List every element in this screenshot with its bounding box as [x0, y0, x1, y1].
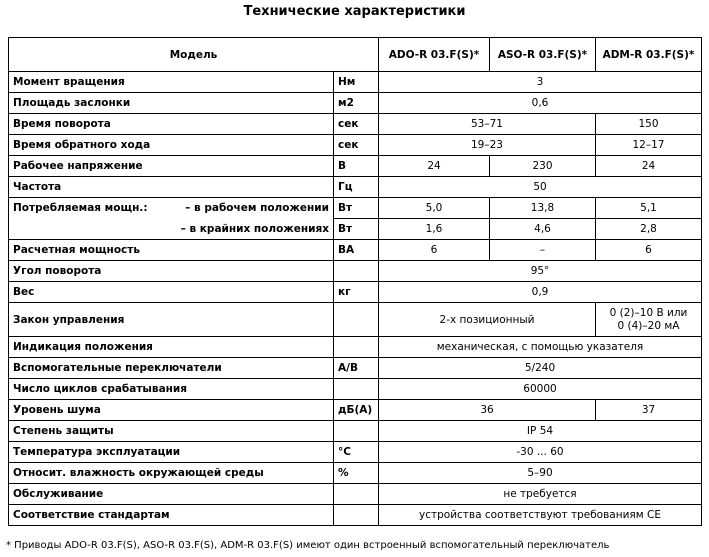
- row-label: Частота: [9, 177, 334, 198]
- row-value: 60000: [379, 379, 702, 400]
- row-label: Уровень шума: [9, 400, 334, 421]
- row-label: Вспомогательные переключатели: [9, 358, 334, 379]
- row-value: механическая, с помощью указателя: [379, 337, 702, 358]
- row-unit: Вт: [334, 198, 379, 219]
- row-value: 12–17: [596, 135, 702, 156]
- row-value: 6: [379, 240, 490, 261]
- row-label: Время поворота: [9, 114, 334, 135]
- row-value: 50: [379, 177, 702, 198]
- row-label: Степень защиты: [9, 421, 334, 442]
- row-unit: %: [334, 463, 379, 484]
- table-row: [9, 156, 702, 177]
- header-aso: ASO-R 03.F(S)*: [490, 38, 596, 72]
- row-unit: [334, 261, 379, 282]
- header-adm: ADM-R 03.F(S)*: [596, 38, 702, 72]
- row-unit: °С: [334, 442, 379, 463]
- row-unit: Гц: [334, 177, 379, 198]
- power-label: Потребляемая мощн.:: [13, 202, 148, 215]
- row-value: 5,0: [379, 198, 490, 219]
- row-label: Относит. влажность окружающей среды: [9, 463, 334, 484]
- row-value: 1,6: [379, 219, 490, 240]
- row-unit: [334, 303, 379, 337]
- row-value: 5,1: [596, 198, 702, 219]
- row-label: [9, 198, 334, 219]
- row-unit: [334, 484, 379, 505]
- table-row: [9, 177, 702, 198]
- control-adm-line2: 0 (4)–20 мА: [617, 319, 680, 332]
- row-label: Расчетная мощность: [9, 240, 334, 261]
- page-title: Технические характеристики: [243, 4, 466, 19]
- row-unit: кг: [334, 282, 379, 303]
- header-model: Модель: [9, 38, 379, 72]
- row-value: устройства соответствуют требованиям CE: [379, 505, 702, 526]
- row-label: Закон управления: [9, 303, 334, 337]
- table-row: [9, 337, 702, 358]
- row-label: Температура эксплуатации: [9, 442, 334, 463]
- table-row: [9, 358, 702, 379]
- table-row: [9, 219, 702, 240]
- row-value: 24: [596, 156, 702, 177]
- row-value: 36: [379, 400, 596, 421]
- row-unit: А/В: [334, 358, 379, 379]
- row-value: 230: [490, 156, 596, 177]
- table-row: [9, 93, 702, 114]
- row-value: IP 54: [379, 421, 702, 442]
- table-row: [9, 484, 702, 505]
- row-value: 13,8: [490, 198, 596, 219]
- row-label: Число циклов срабатывания: [9, 379, 334, 400]
- row-label: Вес: [9, 282, 334, 303]
- row-unit: сек: [334, 114, 379, 135]
- row-value: 53–71: [379, 114, 596, 135]
- row-value: 37: [596, 400, 702, 421]
- row-value: 19–23: [379, 135, 596, 156]
- power-sub2-label: – в крайних положениях: [180, 222, 329, 235]
- table-row: [9, 240, 702, 261]
- row-label: Соответствие стандартам: [9, 505, 334, 526]
- row-value: -30 ... 60: [379, 442, 702, 463]
- row-value: 24: [379, 156, 490, 177]
- table-row: [9, 114, 702, 135]
- row-unit: Вт: [334, 219, 379, 240]
- row-value: не требуется: [379, 484, 702, 505]
- row-unit: сек: [334, 135, 379, 156]
- row-value: 0,9: [379, 282, 702, 303]
- table-row: [9, 135, 702, 156]
- row-label: Угол поворота: [9, 261, 334, 282]
- row-label: Площадь заслонки: [9, 93, 334, 114]
- table-row: [9, 463, 702, 484]
- row-unit: [334, 505, 379, 526]
- table-row: [9, 72, 702, 93]
- row-label: Момент вращения: [9, 72, 334, 93]
- row-value: 0,6: [379, 93, 702, 114]
- row-value: 150: [596, 114, 702, 135]
- row-label: [9, 219, 334, 240]
- spec-table: [8, 37, 702, 526]
- row-unit: ВА: [334, 240, 379, 261]
- row-value: 4,6: [490, 219, 596, 240]
- row-label: Рабочее напряжение: [9, 156, 334, 177]
- table-row: [9, 198, 702, 219]
- table-row: [9, 400, 702, 421]
- table-row: [9, 505, 702, 526]
- row-value: –: [490, 240, 596, 261]
- row-value: 6: [596, 240, 702, 261]
- row-label: Время обратного хода: [9, 135, 334, 156]
- table-row: [9, 421, 702, 442]
- table-header-row: [9, 38, 702, 72]
- power-sub1-label: – в рабочем положении: [185, 202, 329, 215]
- row-value: 95°: [379, 261, 702, 282]
- row-value: 5/240: [379, 358, 702, 379]
- row-unit: [334, 379, 379, 400]
- row-unit: [334, 337, 379, 358]
- table-row: [9, 282, 702, 303]
- row-value: 2,8: [596, 219, 702, 240]
- header-ado: ADO-R 03.F(S)*: [379, 38, 490, 72]
- row-unit: В: [334, 156, 379, 177]
- row-label: Обслуживание: [9, 484, 334, 505]
- row-value: [596, 303, 702, 337]
- footnote: * Приводы ADO-R 03.F(S), ASO-R 03.F(S), ADM-R 03.F(S) имеют один встроенный вспомогательный переключатель: [6, 540, 610, 551]
- row-unit: дБ(А): [334, 400, 379, 421]
- table-row: [9, 442, 702, 463]
- row-value: 2-х позиционный: [379, 303, 596, 337]
- table-row: [9, 261, 702, 282]
- row-unit: м2: [334, 93, 379, 114]
- row-unit: [334, 421, 379, 442]
- control-adm-line1: 0 (2)–10 В или: [609, 306, 688, 319]
- row-value: 5–90: [379, 463, 702, 484]
- table-row: [9, 303, 702, 337]
- row-unit: Нм: [334, 72, 379, 93]
- row-label: Индикация положения: [9, 337, 334, 358]
- row-value: 3: [379, 72, 702, 93]
- table-row: [9, 379, 702, 400]
